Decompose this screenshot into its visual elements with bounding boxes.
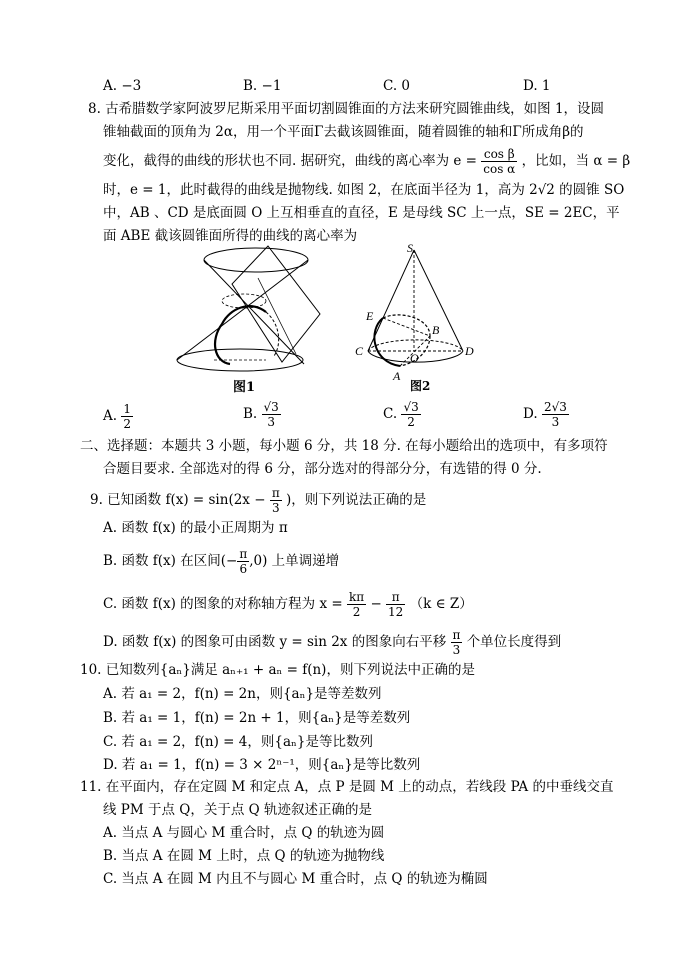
section-2-heading-line-1: 二、选择题：本题共 3 小题，每小题 6 分，共 18 分. 在每小题给出的选项中，有多项符 — [80, 438, 608, 454]
label-o: O — [410, 351, 419, 365]
figure-2-caption: 图2 — [410, 379, 431, 393]
label-s: S — [407, 241, 413, 255]
eccentricity-fraction: $\frac{\text{cos β}}{\text{cos α}}$ — [483, 147, 516, 176]
q11-line-1: 11. 在平面内，存在定圆 M 和定点 A，点 P 是圆 M 上的动点，若线段 PA 的中垂线交直 — [80, 779, 614, 795]
figure-2-cone-diagram — [350, 238, 490, 383]
q10-option-a: A. 若 a₁ = 2，f(n) = 2n，则{aₙ}是等差数列 — [103, 686, 382, 702]
figure-1-cone-section — [170, 244, 325, 394]
q11-option-b: B. 当点 A 在圆 M 上时，点 Q 的轨迹为抛物线 — [103, 848, 385, 864]
q9-option-d: D. 函数 f(x) 的图象可由函数 y = sin 2x 的图象向右平移 $\frac{\pi}{3}$ 个单位长度得到 — [103, 628, 562, 657]
q9-stem: 9. 已知函数 f(x) = sin(2x − $\frac{\pi}{3}$ )，则下列说法正确的是 — [90, 486, 427, 515]
q9-option-b: B. 函数 f(x) 在区间(− $\frac{\pi}{6}$ ,0) 上单调递增 — [103, 547, 340, 576]
label-a: A — [393, 369, 401, 383]
q8-line-6: 面 ABE 截该圆锥面所得的曲线的离心率为 — [103, 228, 358, 244]
figure-1-caption: 图1 — [233, 380, 256, 395]
q8-line-2: 锥轴截面的顶角为 2α，用一个平面Γ去截该圆锥面，随着圆锥的轴和Γ所成角β的 — [103, 124, 584, 140]
label-b: B — [432, 323, 440, 337]
q10-option-b: B. 若 a₁ = 1，f(n) = 2n + 1，则{aₙ}是等差数列 — [103, 710, 411, 726]
q7-option-a: A. −3 — [103, 78, 142, 94]
q8-line-4: 时，e = 1，此时截得的曲线是抛物线. 如图 2，在底面半径为 1，高为 2√2 的圆锥 SO — [103, 182, 625, 198]
q8-line-1: 8. 古希腊数学家阿波罗尼斯采用平面切割圆锥面的方法来研究圆锥曲线，如图 1，设圆 — [88, 101, 605, 117]
label-d: D — [465, 344, 474, 358]
q8-option-c: C. $\frac{√3}{2}$ — [383, 400, 419, 429]
label-c: C — [355, 344, 364, 358]
q11-option-a: A. 当点 A 与圆心 M 重合时，点 Q 的轨迹为圆 — [103, 825, 385, 841]
q11-option-c: C. 当点 A 在圆 M 内且不与圆心 M 重合时，点 Q 的轨迹为椭圆 — [103, 871, 488, 887]
q8-option-a: A. $\frac{1}{2}$ — [103, 402, 131, 431]
q9-option-a: A. 函数 f(x) 的最小正周期为 π — [103, 520, 288, 536]
section-2-heading-line-2: 合题目要求. 全部选对的得 6 分，部分选对的得部分分，有选错的得 0 分. — [103, 461, 542, 477]
q8-line-3: 变化，截得的曲线的形状也不同. 据研究，曲线的离心率为 e = $\frac{\text{cos β}}{\text{cos α}}$ ，比如，当 α = β — [103, 147, 631, 176]
q9-option-c: C. 函数 f(x) 的图象的对称轴方程为 x = $\frac{k\pi}{2}$ − $\frac{\pi}{12}$ （k ∈ Z） — [103, 590, 473, 619]
q10-stem: 10. 已知数列{aₙ}满足 aₙ₊₁ + aₙ = f(n)，则下列说法中正确的是 — [80, 662, 475, 678]
q11-line-2: 线 PM 于点 Q，关于点 Q 轨迹叙述正确的是 — [103, 802, 372, 818]
q8-line-5: 中，AB 、CD 是底面圆 O 上互相垂直的直径，E 是母线 SC 上一点，SE = 2EC，平 — [103, 205, 620, 221]
q7-option-c: C. 0 — [383, 78, 411, 94]
q7-option-b: B. −1 — [243, 78, 282, 94]
q10-option-c: C. 若 a₁ = 2，f(n) = 4，则{aₙ}是等比数列 — [103, 734, 373, 750]
q8-option-b: B. $\frac{√3}{3}$ — [243, 400, 279, 429]
q7-option-d: D. 1 — [523, 78, 551, 94]
q8-option-d: D. $\frac{2√3}{3}$ — [523, 400, 567, 429]
q10-option-d: D. 若 a₁ = 1，f(n) = 3 × 2ⁿ⁻¹，则{aₙ}是等比数列 — [103, 757, 421, 773]
label-e: E — [366, 309, 374, 323]
